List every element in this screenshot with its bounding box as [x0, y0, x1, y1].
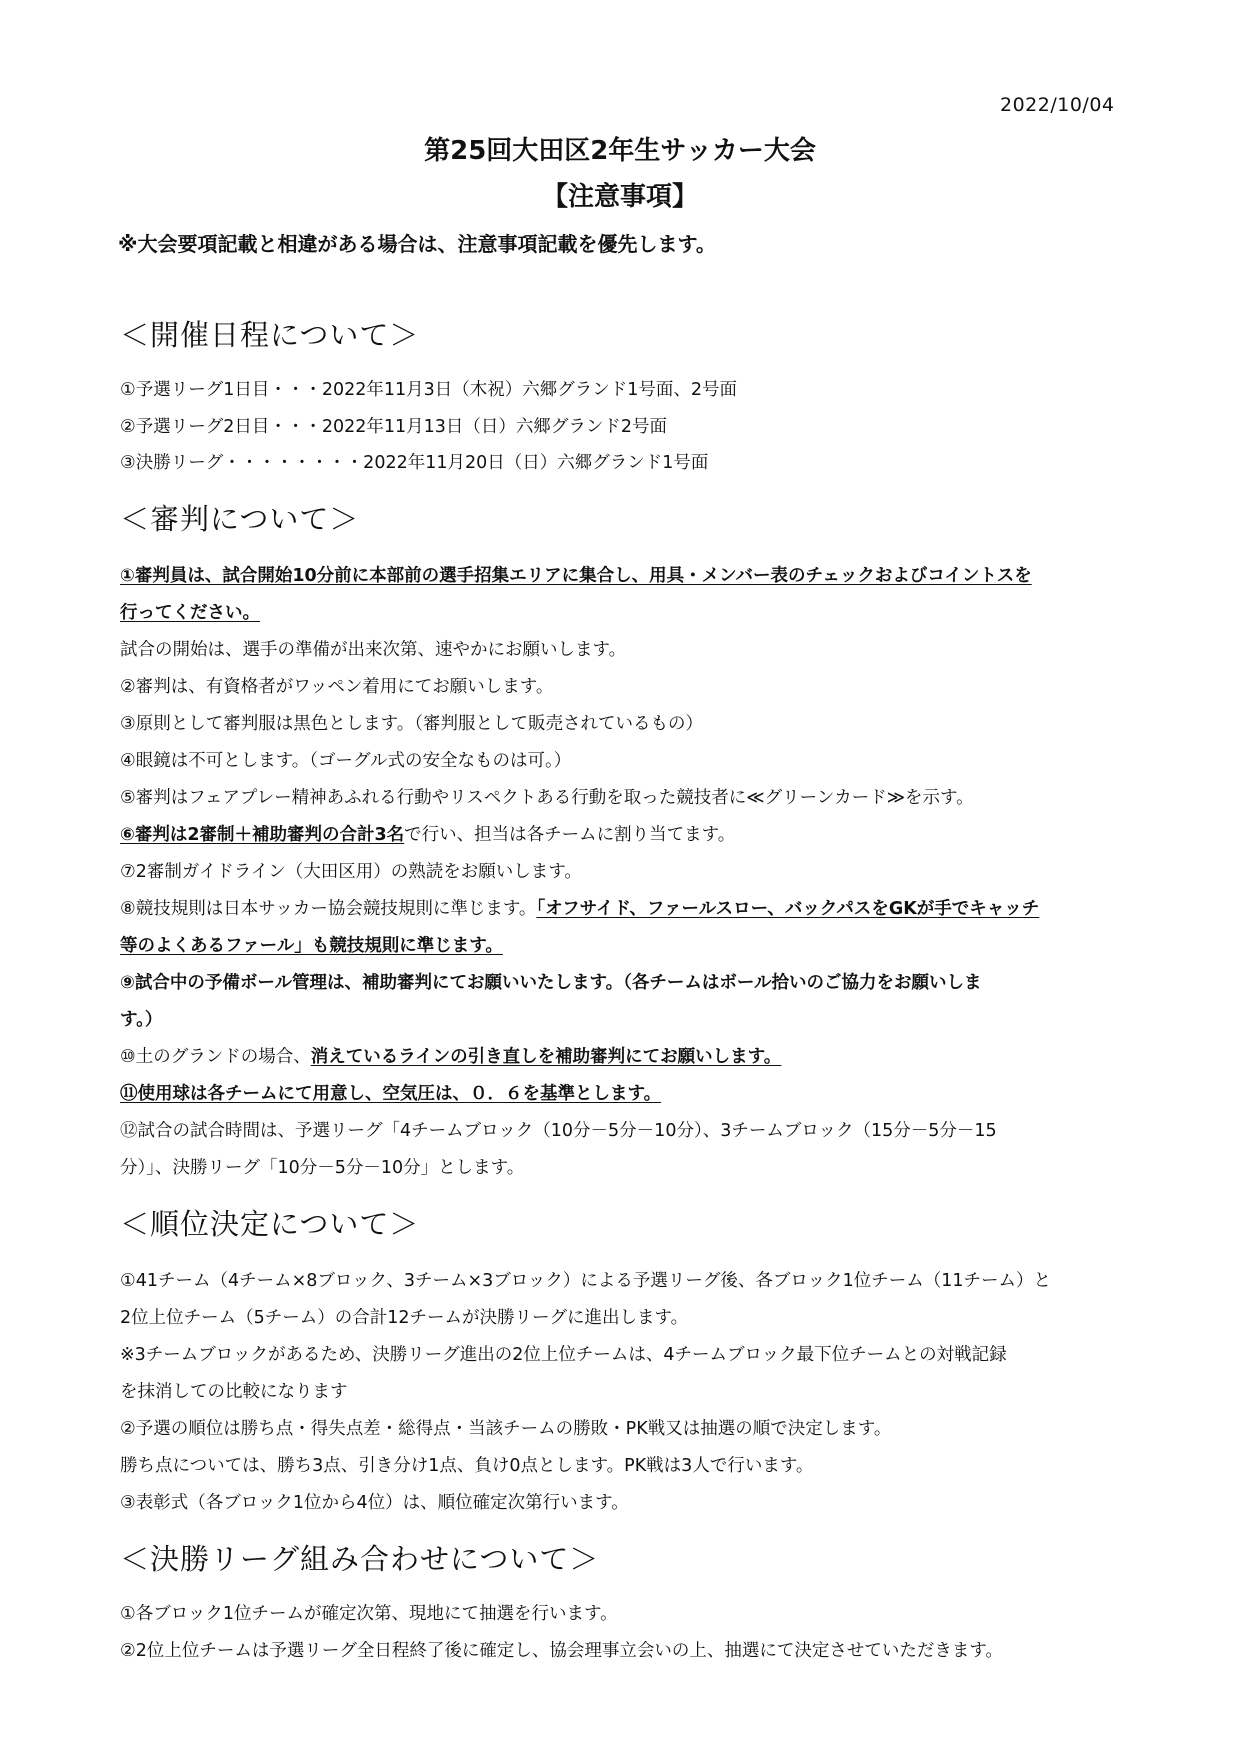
referee-line: ①審判員は、試合開始10分前に本部前の選手招集エリアに集合し、用具・メンバー表のチェックおよびコイントスを [120, 566, 1032, 586]
document-title: 第25回大田区2年生サッカー大会 [424, 136, 816, 166]
ranking-line: を抹消しての比較になります [120, 1382, 348, 1402]
schedule-heading: ＜開催日程について＞ [120, 318, 420, 352]
ranking-line: ③表彰式（各ブロック1位から4位）は、順位確定次第行います。 [120, 1493, 629, 1513]
ranking-line: ①41チーム（4チーム×8ブロック、3チーム×3ブロック）による予選リーグ後、各ブロック1位チーム（11チーム）と [120, 1271, 1051, 1291]
referee-line: ⑨試合中の予備ボール管理は、補助審判にてお願いいたします。（各チームはボール拾いのご協力をお願いしま [120, 973, 982, 993]
referee-line: 行ってください。 [120, 603, 260, 623]
final-line: ①各ブロック1位チームが確定次第、現地にて抽選を行います。 [120, 1604, 618, 1624]
referee-line: 分）」、決勝リーグ「10分－5分－10分」とします。 [120, 1158, 525, 1178]
referee-text: で行い、担当は各チームに割り当てます。 [404, 825, 736, 845]
final-line: ②2位上位チームは予選リーグ全日程終了後に確定し、協会理事立会いの上、抽選にて決定させていただきます。 [120, 1641, 1003, 1661]
referee-line: ⑪使用球は各チームにて用意し、空気圧は、０．６を基準とします。 [120, 1084, 662, 1104]
referee-text: ⑩土のグランドの場合、 [120, 1047, 311, 1067]
referee-line: す。） [120, 1010, 163, 1030]
referee-line: ⑫試合の試合時間は、予選リーグ「4チームブロック（10分－5分－10分）、3チームブロック（15分－5分－15 [120, 1121, 997, 1141]
ranking-line: 2位上位チーム（5チーム）の合計12チームが決勝リーグに進出します。 [120, 1308, 689, 1328]
referee-line: 試合の開始は、選手の準備が出来次第、速やかにお願いします。 [120, 640, 627, 660]
document-subtitle: 【注意事項】 [541, 182, 698, 212]
referee-line: ④眼鏡は不可とします。（ゴーグル式の安全なものは可。） [120, 751, 572, 771]
schedule-line: ①予選リーグ1日目・・・2022年11月3日（木祝）六郷グランド1号面、2号面 [120, 380, 738, 400]
priority-notice: ※大会要項記載と相違がある場合は、注意事項記載を優先します。 [118, 232, 716, 256]
ranking-line: ※3チームブロックがあるため、決勝リーグ進出の2位上位チームは、4チームブロック最下位チームとの対戦記録 [120, 1345, 1007, 1365]
referee-line: ③原則として審判服は黒色とします。（審判服として販売されているもの） [120, 714, 704, 734]
referee-emphasis: 「オフサイド、ファールスロー、バックパスをGKが手でキャッチ [536, 899, 1040, 919]
schedule-line: ②予選リーグ2日目・・・2022年11月13日（日）六郷グランド2号面 [120, 417, 668, 437]
referee-line [120, 895, 1039, 920]
referee-line [120, 821, 735, 846]
ranking-heading: ＜順位決定について＞ [120, 1207, 420, 1241]
referee-line: ⑦2審制ガイドライン（大田区用）の熟読をお願いします。 [120, 862, 582, 882]
referee-emphasis: ⑥審判は2審制＋補助審判の合計3名 [120, 825, 405, 845]
referee-heading: ＜審判について＞ [120, 502, 360, 536]
ranking-line: 勝ち点については、勝ち3点、引き分け1点、負け0点とします。PK戦は3人で行います。 [120, 1456, 814, 1476]
referee-emphasis: 消えているラインの引き直しを補助審判にてお願いします。 [310, 1047, 782, 1067]
referee-line [120, 1043, 781, 1068]
referee-line: 等のよくあるファール」も競技規則に準じます。 [120, 936, 503, 956]
document-date: 2022/10/04 [1000, 94, 1115, 116]
final-heading: ＜決勝リーグ組み合わせについて＞ [120, 1542, 600, 1576]
referee-line: ⑤審判はフェアプレー精神あふれる行動やリスペクトある行動を取った競技者に≪グリーンカード≫を示す。 [120, 788, 974, 808]
referee-text: ⑧競技規則は日本サッカー協会競技規則に準じます。 [120, 899, 537, 919]
ranking-line: ②予選の順位は勝ち点・得失点差・総得点・当該チームの勝敗・PK戦又は抽選の順で決定します。 [120, 1419, 892, 1439]
schedule-line: ③決勝リーグ・・・・・・・・2022年11月20日（日）六郷グランド1号面 [120, 453, 709, 473]
referee-line: ②審判は、有資格者がワッペン着用にてお願いします。 [120, 677, 554, 697]
